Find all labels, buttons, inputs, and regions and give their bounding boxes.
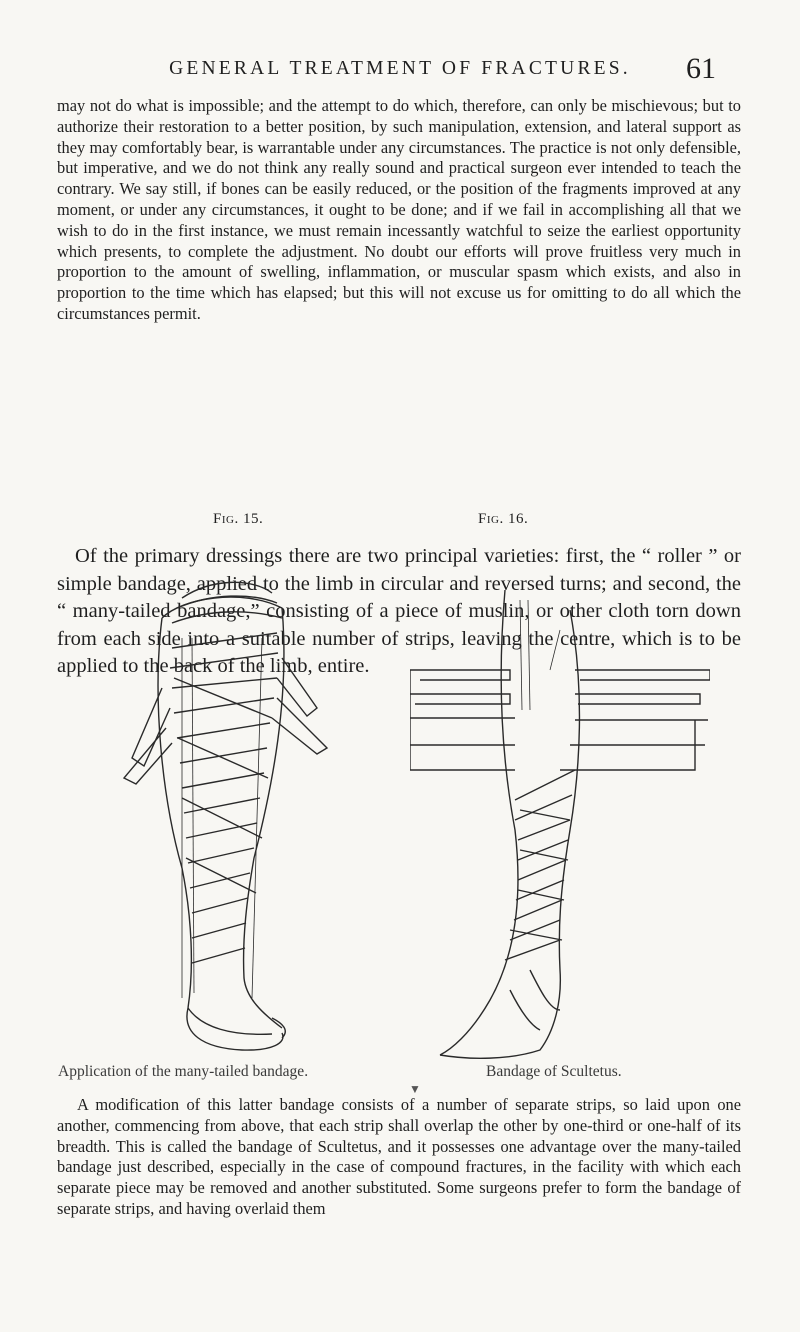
page-number: 61	[686, 52, 716, 85]
paragraph-1-text: may not do what is impossible; and the attempt to do which, therefore, can only be mischievous; but to authorize their restoration to a better position, by such manipulation, extension, and lateral support as they may comfortably bear, is warrantable under any circumstances. The practice is not only defensible, but imperative, and we do not think any really sound and practical surgeon ever intended to teach the contrary. We say still, if bones can be easily reduced, or the position of the fragments improved at any moment, or under any circumstances, it ought to be done; and if we fail in accomplishing all that we wish to do in the first instance, we must remain incessantly watchful to seize the earliest opportunity which presents, to complete the adjustment. No doubt our efforts will prove fruitless very much in proportion to the amount of swelling, inflammation, or muscular spasm which exists, and also in proportion to the time which has elapsed; but this will not excuse us for omitting to do all which the circumstances permit.	[57, 96, 741, 323]
figure-16-illustration	[410, 570, 710, 1060]
figure-15-caption: Application of the many-tailed bandage.	[58, 1063, 309, 1080]
paragraph-3-text: A modification of this latter bandage consists of a number of separate strips, so laid upon one another, commencing from above, that each strip shall overlap the other by one-third or one-half of its breadth. This is called the bandage of Scultetus, and it possesses one advantage over the many-tailed bandage just described, especially in the case of compound fractures, in the facility with which each separate piece may be removed and another substituted. Some surgeons prefer to form the bandage of separate strips, and having overlaid them	[57, 1095, 741, 1218]
paragraph-2: Of the primary dressings there are two principal varieties: first, the “ roller ” or simple bandage, applied to the limb in circular and reversed turns; and second, the “ many-tailed bandage,” consisting of a piece of muslin, or other cloth torn down from each side into a suitable number of strips, leaving the centre, which is to be applied to the back of the limb, entire.	[57, 545, 741, 678]
paragraph-3	[57, 1095, 741, 1220]
figure-16-caption: Bandage of Scultetus.	[486, 1063, 622, 1080]
scultetus-bandage-drawing	[410, 570, 710, 1060]
figure-16-label: Fig. 16.	[478, 511, 529, 527]
paragraph-1	[57, 96, 741, 325]
page-header	[0, 52, 800, 92]
running-head: GENERAL TREATMENT OF FRACTURES.	[169, 58, 631, 79]
figure-15-illustration	[122, 538, 336, 1058]
figure-15-label: Fig. 15.	[213, 511, 264, 527]
many-tailed-bandage-drawing	[122, 538, 336, 1058]
printing-mark: ▼	[409, 1082, 421, 1096]
